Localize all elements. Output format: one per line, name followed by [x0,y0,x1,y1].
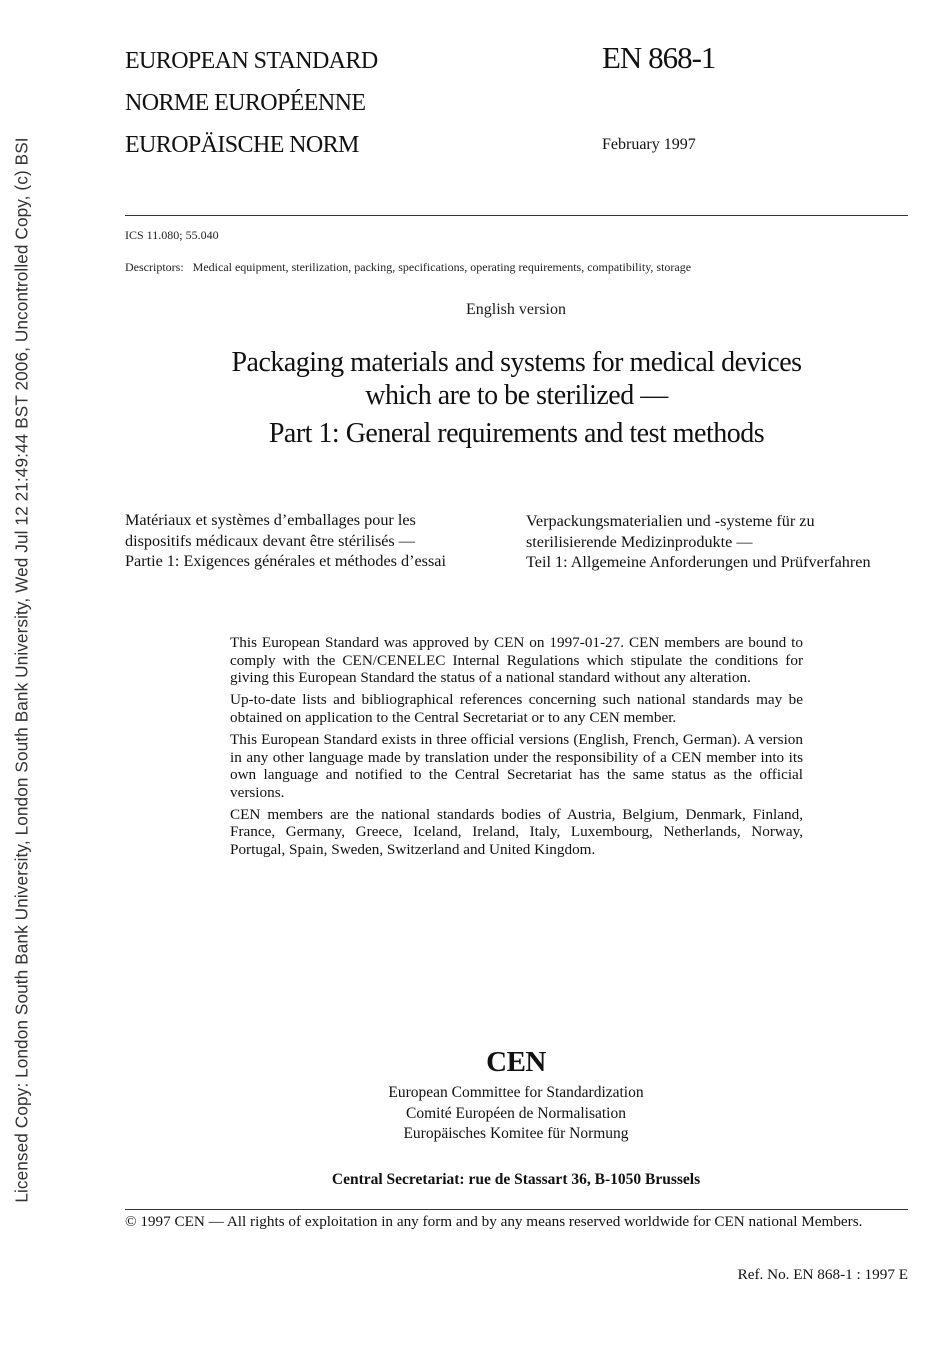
publication-date: February 1997 [602,136,696,153]
standard-title-de: EUROPÄISCHE NORM [125,132,359,158]
cen-logo: CEN [486,1046,546,1078]
header-divider [125,215,908,216]
descriptors-line [125,260,691,275]
approval-paragraph: This European Standard exists in three official versions (English, French, German). A version in any other language made by translation under the responsibility of a CEN member into its own language and notified to the Central Secretariat has the same status as the official versions. [230,730,803,801]
german-title-line: sterilisierende Medizinprodukte — [526,532,753,551]
ics-code: ICS 11.080; 55.040 [125,228,219,242]
version-label: English version [466,301,566,318]
german-title-line: Verpackungsmaterialien und -systeme für zu [526,512,815,530]
committee-name: European Committee for Standardization [388,1084,644,1101]
approval-paragraph: This European Standard was approved by CEN on 1997-01-27. CEN members are bound to comply with the CEN/CENELEC Internal Regulations which stipulate the conditions for giving this European Standard the status of a national standard without any alteration. [230,634,803,687]
standard-title-fr: NORME EUROPÉENNE [125,90,366,116]
committee-name: Comité Européen de Normalisation [406,1104,626,1122]
title-line-2: which are to be sterilized — [365,380,668,411]
descriptors-text: Medical equipment, sterilization, packing, specifications, operating requirements, compatibility, storage [192,260,692,274]
committee-name: Europäisches Komitee für Normung [403,1125,629,1142]
approval-paragraph: Up-to-date lists and bibliographical references concerning such national standards may be obtained on application to the Central Secretariat or to any CEN member. [230,691,803,726]
french-title-line: dispositifs médicaux devant être stérilisés — [125,531,415,550]
reference-number: Ref. No. EN 868-1 : 1997 E [737,1266,908,1283]
standard-title-en: EUROPEAN STANDARD [125,48,378,74]
title-german [526,511,871,573]
title-french [125,510,446,572]
title-line-1: Packaging materials and systems for medical devices [231,347,802,378]
french-title-line: Partie 1: Exigences générales et méthodes d’essai [125,552,446,570]
approval-statement [230,634,803,863]
approval-paragraph: CEN members are the national standards bodies of Austria, Belgium, Denmark, Finland, France, Germany, Greece, Iceland, Ireland, Italy, Luxembourg, Netherlands, Norway, Portugal, Spain, Sweden, Switzerland and United Kingdom. [230,805,803,859]
document-title [125,346,908,450]
title-line-3: Part 1: General requirements and test methods [268,418,765,449]
descriptors-label: Descriptors: [125,260,184,274]
german-title-line: Teil 1: Allgemeine Anforderungen und Prüfverfahren [526,553,871,571]
standard-number: EN 868-1 [602,40,716,75]
footer-divider [125,1209,908,1210]
central-secretariat: Central Secretariat: rue de Stassart 36, B-1050 Brussels [331,1171,701,1188]
copyright-notice: © 1997 CEN — All rights of exploitation in any form and by any means reserved worldwide for CEN national Members. [125,1213,863,1230]
cen-committee-names [316,1083,716,1145]
french-title-line: Matériaux et systèmes d’emballages pour les [125,511,416,529]
license-watermark: Licensed Copy: London South Bank University, London South Bank University, Wed Jul 12 21:49:44 BST 2006, Uncontrolled Copy, (c) BSI [11,137,32,1203]
